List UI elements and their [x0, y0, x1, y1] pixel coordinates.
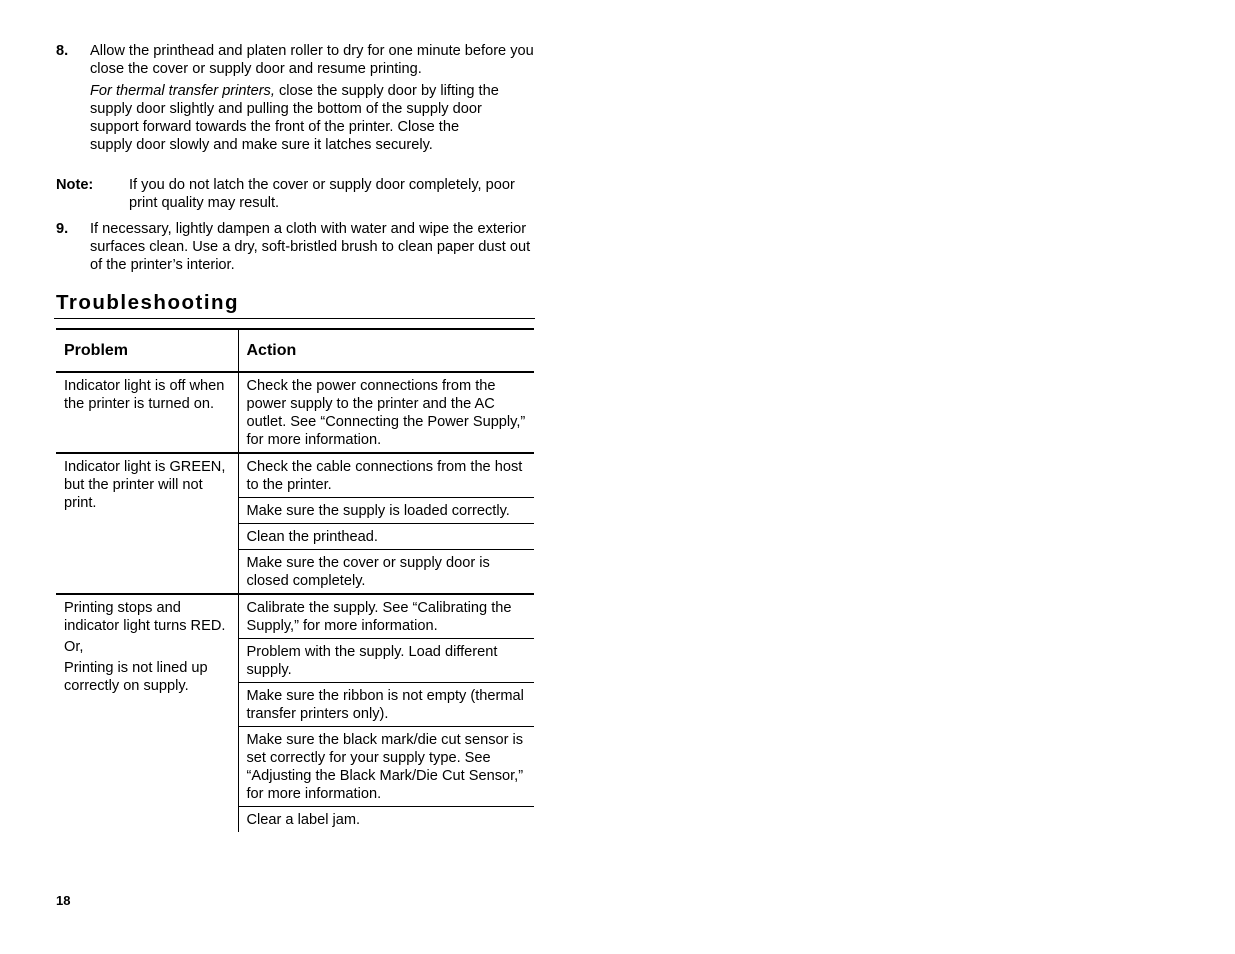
step-sub-lead: For thermal transfer printers, [90, 83, 275, 99]
action-cell: Make sure the supply is loaded correctly. [238, 498, 534, 524]
step-sub-text: close the supply door by lifting the supply door slightly and pulling the bottom of the supply door support forward towards the front of the printer. Close the supply door slowly and make sure it latches securely. [90, 83, 499, 153]
table-row [56, 453, 534, 498]
column-header-action: Action [238, 329, 534, 372]
action-cell: Calibrate the supply. See “Calibrating the Supply,” for more information. [238, 594, 534, 639]
table-header-row [56, 329, 534, 372]
step-9 [56, 220, 536, 274]
step-number: 8. [56, 43, 69, 59]
table-row [56, 372, 534, 453]
problem-text: Indicator light is off when the printer is turned on. [64, 378, 225, 412]
heading-rule [54, 318, 535, 319]
action-cell: Check the power connections from the power supply to the printer and the AC outlet. See “Connecting the Power Supply,” for more information. [238, 372, 534, 453]
column-header-problem: Problem [56, 329, 238, 372]
note-label: Note: [56, 177, 94, 193]
action-cell: Make sure the ribbon is not empty (thermal transfer printers only). [238, 683, 534, 727]
step-text: If necessary, lightly dampen a cloth with water and wipe the exterior surfaces clean. Use a dry, soft-bristled brush to clean paper dust out of the printer’s interior. [90, 221, 531, 273]
step-8 [56, 42, 536, 154]
action-cell: Make sure the black mark/die cut sensor is set correctly for your supply type. See “Adjusting the Black Mark/Die Cut Sensor,” for more information. [238, 727, 534, 807]
problem-text: Printing is not lined up correctly on supply. [64, 660, 208, 694]
problem-cell [56, 594, 238, 832]
action-cell: Problem with the supply. Load different supply. [238, 639, 534, 683]
troubleshooting-table [56, 328, 534, 832]
problem-text: Indicator light is GREEN, but the printer will not print. [64, 459, 226, 511]
step-number: 9. [56, 221, 69, 237]
note [56, 176, 536, 212]
step-text: Allow the printhead and platen roller to dry for one minute before you close the cover or supply door and resume printing. [90, 43, 534, 77]
table-row [56, 594, 534, 639]
problem-text: Or, [64, 639, 84, 655]
problem-cell [56, 372, 238, 453]
step-subparagraph [90, 82, 500, 154]
action-cell: Check the cable connections from the host to the printer. [238, 453, 534, 498]
page-number: 18 [56, 893, 71, 908]
note-text: If you do not latch the cover or supply door completely, poor print quality may result. [129, 177, 515, 211]
section-heading: Troubleshooting [56, 291, 240, 314]
action-cell: Clean the printhead. [238, 524, 534, 550]
action-cell: Clear a label jam. [246, 812, 361, 828]
action-cell: Make sure the cover or supply door is closed completely. [238, 550, 534, 595]
problem-cell [56, 453, 238, 594]
problem-text: Printing stops and indicator light turns RED. [64, 600, 226, 634]
